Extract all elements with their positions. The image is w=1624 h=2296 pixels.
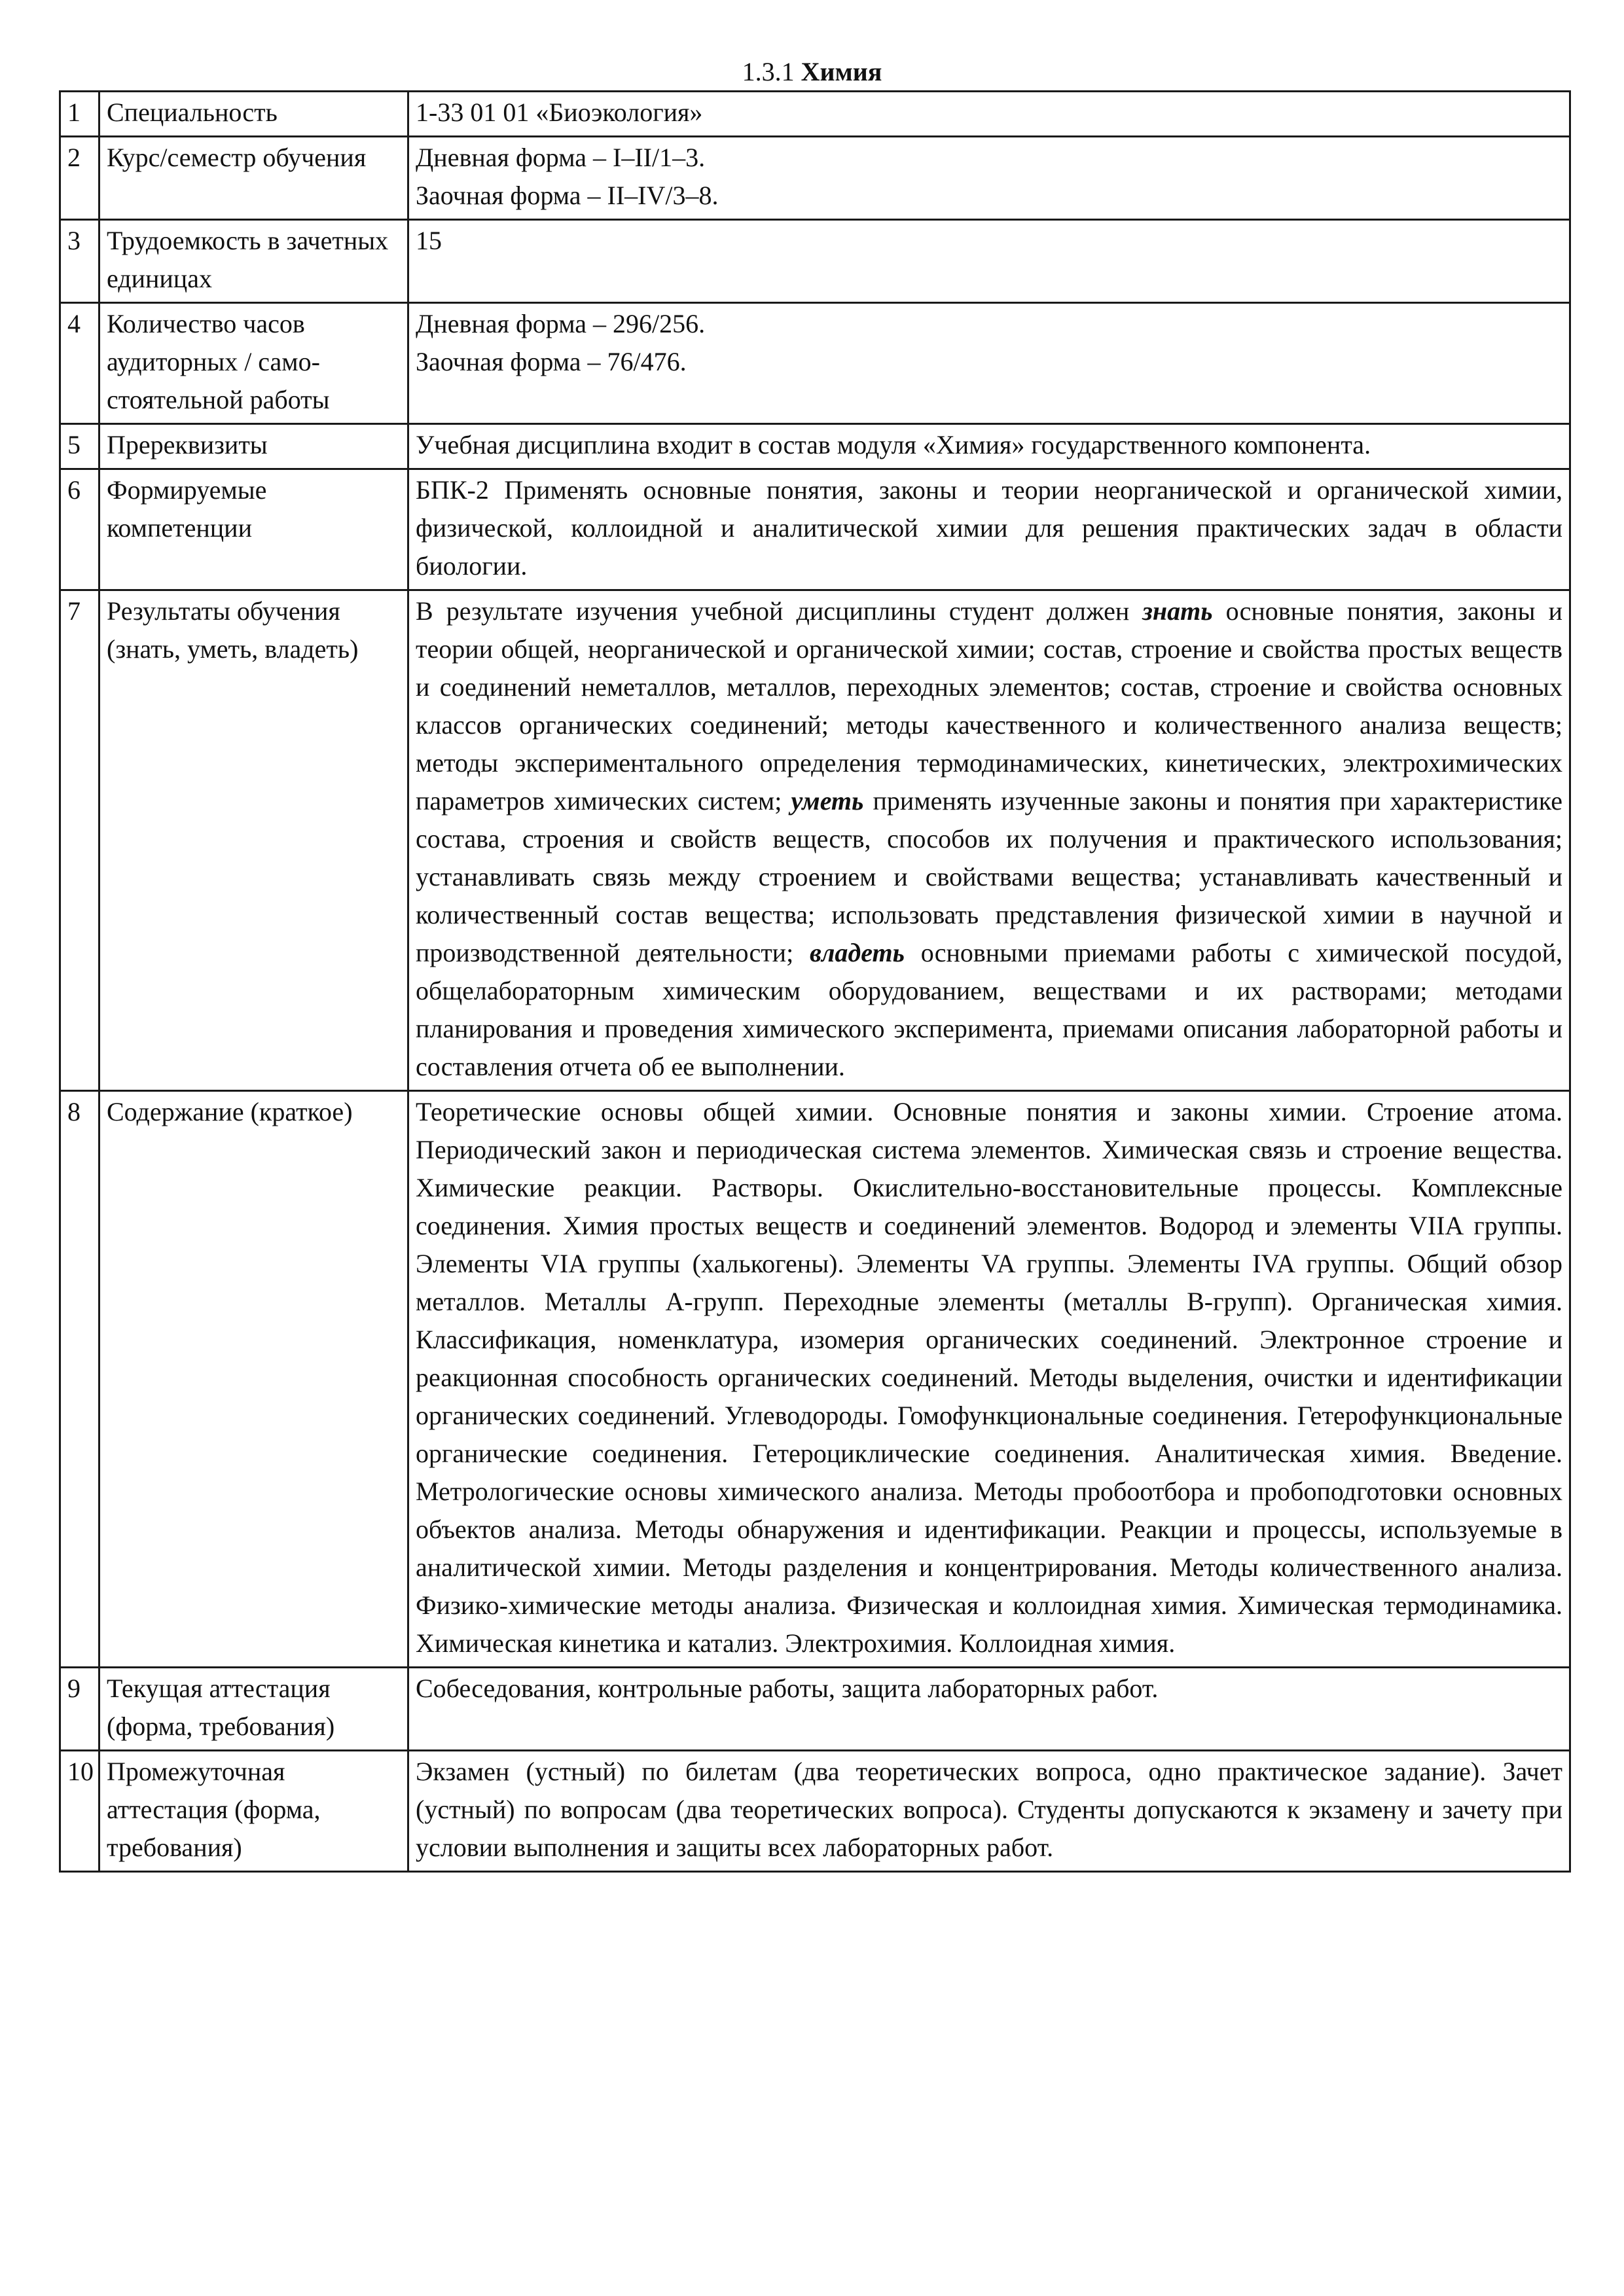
row-label: Промежуточная аттестация (форма, требования) [99, 1751, 408, 1872]
row-value [408, 303, 1570, 424]
row-number: 3 [60, 220, 99, 303]
row-label: Курс/семестр обучения [99, 137, 408, 220]
table-row [60, 220, 1570, 303]
row-number: 4 [60, 303, 99, 424]
value-line: Дневная форма – I–II/1–3. [416, 143, 706, 172]
table-row [60, 1668, 1570, 1751]
value-text: применять изученные законы и понятия при характеристике состава, строения и свойств веществ, способов их получения и практического использования; устанавливать связь между строением и свойствами вещества; устанавливать качественный и количественный состав вещества; использовать представления физической химии в научной и производственной деятельности; [416, 786, 1562, 967]
row-value [408, 590, 1570, 1091]
row-number: 9 [60, 1668, 99, 1751]
keyword-know: знать [1142, 596, 1213, 626]
row-value: Учебная дисциплина входит в состав модуля «Химия» государственного компонента. [408, 424, 1570, 469]
row-label: Результаты обучения (знать, уметь, владеть) [99, 590, 408, 1091]
value-text: В результате изучения учебной дисциплины студент должен [416, 596, 1143, 626]
section-number: 1.3.1 [742, 57, 795, 86]
row-value: Собеседования, контрольные работы, защита лабораторных работ. [408, 1668, 1570, 1751]
row-label: Содержание (краткое) [99, 1091, 408, 1668]
row-value: 15 [408, 220, 1570, 303]
keyword-be-able: уметь [791, 786, 864, 816]
row-label: Трудоемкость в зачетных единицах [99, 220, 408, 303]
row-value: 1-33 01 01 «Биоэкология» [408, 92, 1570, 137]
value-text: основные понятия, законы и теории общей, неорганической и органической химии; состав, строение и свойства простых веществ и соединений неметаллов, металлов, переходных элементов; состав, строение и свойства основных классов органических соединений; методы качественного и количественного анализа веществ; методы экспериментального определения термодинамических, кинетических, электрохимических параметров химических систем; [416, 596, 1563, 816]
table-row [60, 1751, 1570, 1872]
row-number: 6 [60, 469, 99, 590]
table-row [60, 137, 1570, 220]
row-number: 5 [60, 424, 99, 469]
row-label: Пререквизиты [99, 424, 408, 469]
table-row [60, 469, 1570, 590]
row-label: Специальность [99, 92, 408, 137]
table-row [60, 1091, 1570, 1668]
row-number: 1 [60, 92, 99, 137]
table-row [60, 590, 1570, 1091]
value-line: Заочная форма – II–IV/3–8. [416, 181, 719, 210]
table-row [60, 424, 1570, 469]
keyword-master: владеть [810, 938, 905, 967]
row-value: Экзамен (устный) по билетам (два теоретических вопроса, одно практическое задание). Зачет (устный) по вопросам (два теоретических вопроса). Студенты допускаются к экзамену и зачету при условии выполнения и защиты всех лабораторных работ. [408, 1751, 1570, 1872]
table-row [60, 303, 1570, 424]
row-number: 10 [60, 1751, 99, 1872]
row-value: БПК-2 Применять основные понятия, законы и теории неорганической и органической химии, физической, коллоидной и аналитической химии для решения практических задач в области биологии. [408, 469, 1570, 590]
discipline-table [59, 90, 1571, 1873]
section-title [0, 56, 1624, 88]
row-value [408, 137, 1570, 220]
row-value: Теоретические основы общей химии. Основные понятия и законы химии. Строение атома. Периодический закон и периодическая система элементов. Химическая связь и строение вещества. Химические реакции. Растворы. Окислительно-восстановительные процессы. Комплексные соединения. Химия простых веществ и соединений элементов. Водород и элементы VIIA группы. Элементы VIA группы (халькогены). Элементы VA группы. Элементы IVA группы. Общий обзор металлов. Металлы А-групп. Переходные элементы (металлы В-групп). Органическая химия. Классификация, номенклатура, изомерия органических соединений. Электронное строение и реакционная способность органических соединений. Методы выделения, очистки и идентификации органических соединений. Углеводороды. Гомофункциональные соединения. Гетерофункциональные органические соединения. Гетероциклические соединения. Аналитическая химия. Введение. Метрологические основы химического анализа. Методы пробоотбора и пробоподготовки основных объектов анализа. Методы обнаружения и идентификации. Реакции и процессы, используемые в аналитической химии. Методы разделения и концентрирования. Методы количественного анализа. Физико-химические методы анализа. Физическая и коллоидная химия. Химическая термодинамика. Химическая кинетика и катализ. Электрохимия. Коллоидная химия. [408, 1091, 1570, 1668]
section-name: Химия [801, 57, 882, 86]
row-number: 2 [60, 137, 99, 220]
row-number: 7 [60, 590, 99, 1091]
row-label: Текущая аттестация (форма, требования) [99, 1668, 408, 1751]
value-line: Дневная форма – 296/256. [416, 309, 706, 338]
value-text: основными приемами работы с химической посудой, общелабораторным химическим оборудованием, веществами и их растворами; методами планирования и проведения химического эксперимента, приемами описания лабораторной работы и составления отчета об ее выполнении. [416, 938, 1562, 1081]
row-number: 8 [60, 1091, 99, 1668]
value-line: Заочная форма – 76/476. [416, 347, 687, 376]
row-label: Формируемые компетенции [99, 469, 408, 590]
row-label: Количество часов аудиторных / само-стоятельной работы [99, 303, 408, 424]
table-row [60, 92, 1570, 137]
